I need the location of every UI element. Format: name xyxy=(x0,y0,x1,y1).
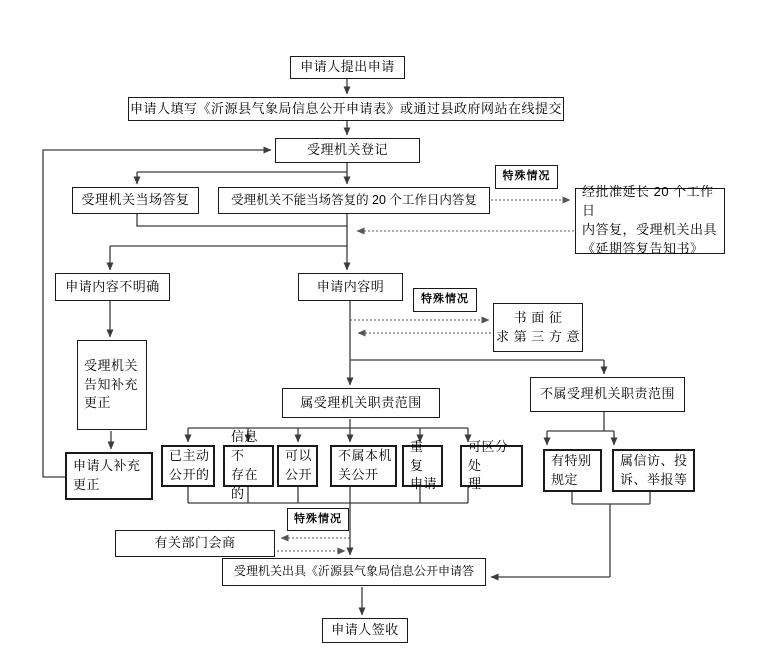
node-petition-complaint-report: 属信访、投 诉、举报等 xyxy=(612,449,695,492)
node-separable-handling: 可区分处 理 xyxy=(460,445,523,487)
node-info-not-exist: 信息不 存在的 xyxy=(223,445,274,487)
node-fill-application-form: 申请人填写《沂源县气象局信息公开申请表》或通过县政府网站在线提交 xyxy=(128,97,564,121)
node-reply-within-20-days: 受理机关不能当场答复的 20 个工作日内答复 xyxy=(218,187,490,214)
node-third-party-opinion: 书 面 征 求 第 三 方 意 xyxy=(493,303,583,352)
node-reply-on-spot: 受理机关当场答复 xyxy=(72,187,199,214)
node-repeat-application: 重 复 申请 xyxy=(402,445,443,487)
node-notify-supplement-correct: 受理机关 告知补充 更正 xyxy=(77,340,147,430)
label-special-case-middle: 特殊情况 xyxy=(413,288,477,312)
node-outside-duty-scope: 不属受理机关职责范围 xyxy=(530,377,685,412)
node-special-rules: 有特别 规定 xyxy=(543,449,602,492)
node-department-consultation: 有关部门会商 xyxy=(115,530,275,557)
node-within-duty-scope: 属受理机关职责范围 xyxy=(282,388,440,418)
node-applicant-supplement-correct: 申请人补充 更正 xyxy=(65,452,153,500)
label-special-case-top: 特殊情况 xyxy=(495,165,558,189)
node-extended-reply-notice: 经批准延长 20 个工作日 内答复，受理机关出具 《延期答复告知书》 xyxy=(575,188,725,254)
node-content-clear: 申请内容明 xyxy=(298,273,403,301)
label-special-case-bottom: 特殊情况 xyxy=(287,508,349,531)
node-can-disclose: 可以 公开 xyxy=(277,445,318,487)
node-authority-register: 受理机关登记 xyxy=(275,138,420,163)
node-applicant-sign-receive: 申请人签收 xyxy=(322,618,408,643)
node-content-unclear: 申请内容不明确 xyxy=(55,273,170,301)
node-applicant-submit: 申请人提出申请 xyxy=(290,56,405,79)
node-not-this-organ-disclose: 不属本机 关公开 xyxy=(330,445,397,487)
node-issue-reply-document: 受理机关出具《沂源县气象局信息公开申请答 xyxy=(222,558,486,586)
node-already-public: 已主动 公开的 xyxy=(161,445,215,487)
